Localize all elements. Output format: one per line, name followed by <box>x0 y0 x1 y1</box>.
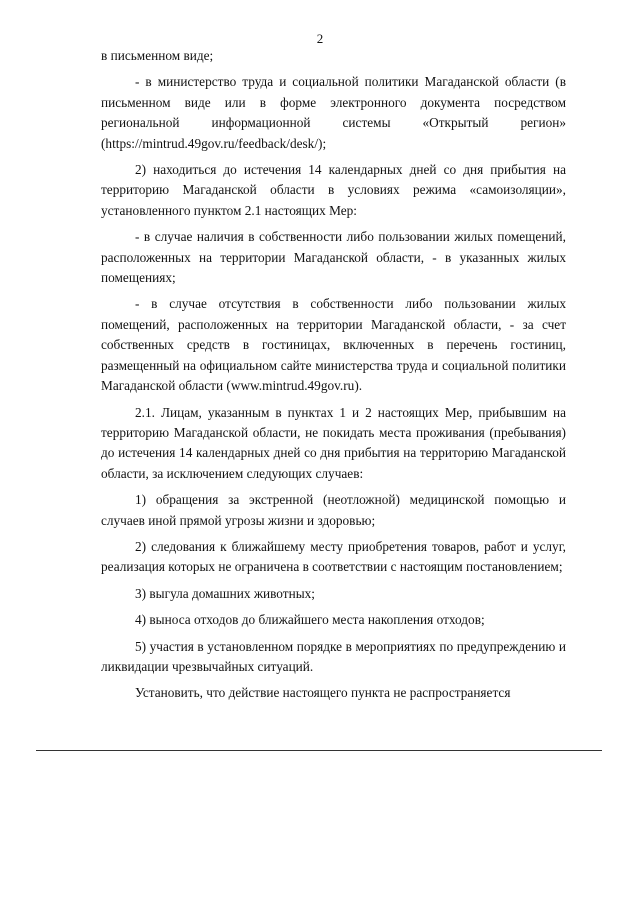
paragraph-4: - в случае наличия в собственности либо пользовании жилых помещений, расположенных на территории Магаданской области, - в указанных жилых помещениях; <box>101 229 566 286</box>
paragraph-5: - в случае отсутствия в собственности либо пользовании жилых помещений, расположенных на территории Магаданской области, - за счет собственных средств в гостиницах, включенных в перечень гостиниц, размещенный на официальном сайте министерства труда и социальной политики Магаданской области (www.mintrud.49gov.ru). <box>101 296 566 394</box>
paragraph-11: 5) участия в установленном порядке в мероприятиях по предупреждению и ликвидации чрезвычайных ситуаций. <box>101 638 566 674</box>
page-bottom-rule <box>36 750 602 751</box>
paragraph-8: 2) следования к ближайшему месту приобретения товаров, работ и услуг, реализация которых не ограничена в соответствии с настоящим постановлением; <box>101 538 566 575</box>
paragraph-3: 2) находиться до истечения 14 календарных дней со дня прибытия на территорию Магаданской области в условиях режима «самоизоляции», установленного пунктом 2.1 настоящих Мер: <box>101 162 566 218</box>
paragraph-12: Установить, что действие настоящего пункта не распространяется <box>135 685 511 701</box>
paragraph-7: 1) обращения за экстренной (неотложной) медицинской помощью и случаев иной прямой угрозы жизни и здоровью; <box>101 492 566 528</box>
document-body <box>101 46 566 704</box>
paragraph-9: 3) выгула домашних животных; <box>135 585 315 601</box>
paragraph-2: - в министерство труда и социальной политики Магаданской области (в письменном виде или в форме электронного документа посредством региональной информационной системы «Открытый регион» (https://mintrud.49gov.ru/feedback/desk/); <box>101 74 566 151</box>
paragraph-1: в письменном виде; <box>101 48 214 63</box>
page-number: 2 <box>316 31 324 46</box>
paragraph-6: 2.1. Лицам, указанным в пунктах 1 и 2 настоящих Мер, прибывшим на территорию Магаданской области, не покидать места проживания (пребывания) до истечения 14 календарных дней со дня прибытия на территорию Магаданской области, за исключением следующих случаев: <box>101 404 566 481</box>
paragraph-10: 4) выноса отходов до ближайшего места накопления отходов; <box>135 612 485 628</box>
